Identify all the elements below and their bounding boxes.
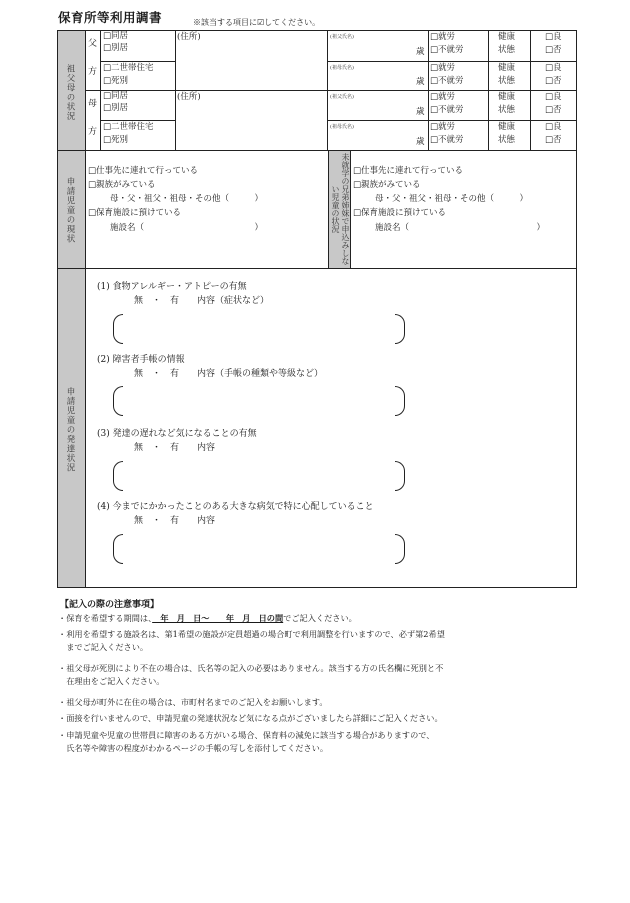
note-5: ・面接を行いませんので、申請児童の発達状況など気になる点がございましたら詳細にご記入ください。 bbox=[58, 713, 443, 723]
dev-q4-bracket-left bbox=[113, 534, 123, 564]
grandparents-label: 祖父母の状況 bbox=[65, 63, 75, 121]
pgm-health-label-1: 健康 bbox=[498, 63, 516, 73]
note-1 bbox=[58, 612, 578, 625]
paternal-opt-cohabit[interactable]: □同居 bbox=[103, 31, 129, 41]
instruction-text: ※該当する項目に☑してください。 bbox=[193, 18, 321, 27]
m-grandfather-name-label: (祖父氏名) bbox=[330, 94, 354, 100]
mgm-nowork[interactable]: □不就労 bbox=[430, 135, 464, 145]
dev-q3-bracket-left bbox=[113, 461, 123, 491]
mgf-health-bad[interactable]: □否 bbox=[545, 105, 562, 115]
cur-facility-name: 施設名（ ） bbox=[110, 223, 264, 233]
sib-relative-choices: 母・父・祖父・祖母・その他（ ） bbox=[375, 194, 529, 204]
maternal-label-1: 母 bbox=[88, 99, 98, 109]
note-4: ・祖父母が町外に在住の場合は、市町村名までのご記入をお願いします。 bbox=[58, 697, 328, 707]
p-grandmother-age-unit: 歳 bbox=[416, 77, 425, 87]
pgm-work[interactable]: □就労 bbox=[430, 63, 456, 73]
pgf-health-bad[interactable]: □否 bbox=[545, 45, 562, 55]
paternal-address-label: (住所) bbox=[177, 32, 201, 42]
form-title: 保育所等利用調書 bbox=[58, 10, 163, 25]
current-label: 申請児童の現状 bbox=[65, 176, 75, 244]
note-2a: ・利用を希望する施設名は、第1希望の施設が定員超過の場合町で利用調整を行いますので、必ず第2希望 bbox=[58, 629, 445, 639]
mgf-health-label-2: 状態 bbox=[498, 105, 516, 115]
note-1-period: 年 月 日〜 年 月 日の間 bbox=[152, 613, 284, 623]
maternal-label-2: 方 bbox=[88, 127, 98, 137]
sib-opt-relative[interactable]: □親族がみている bbox=[353, 180, 421, 190]
pgf-health-label-1: 健康 bbox=[498, 32, 516, 42]
m-grandmother-age-unit: 歳 bbox=[416, 137, 425, 147]
paternal-label-1: 父 bbox=[88, 39, 98, 49]
mgf-work[interactable]: □就労 bbox=[430, 92, 456, 102]
mgm-health-bad[interactable]: □否 bbox=[545, 135, 562, 145]
cur-opt-relative[interactable]: □親族がみている bbox=[88, 180, 156, 190]
paternal-opt-separate[interactable]: □別居 bbox=[103, 43, 129, 53]
sib-opt-facility[interactable]: □保育施設に預けている bbox=[353, 208, 447, 218]
paternal-opt-twohouse[interactable]: □二世帯住宅 bbox=[103, 63, 154, 73]
dev-q1-options[interactable]: 無 ・ 有 内容（症状など） bbox=[134, 296, 270, 306]
pgf-health-label-2: 状態 bbox=[498, 45, 516, 55]
mgf-nowork[interactable]: □不就労 bbox=[430, 105, 464, 115]
note-3a: ・祖父母が死別により不在の場合は、氏名等の記入の必要はありません。該当する方の氏名欄に死別と不 bbox=[58, 663, 444, 673]
dev-q1: (1) 食物アレルギー・アトピーの有無 bbox=[97, 282, 247, 292]
note-6b: 氏名等や障害の程度がわかるページの手帳の写しを添付してください。 bbox=[58, 743, 329, 753]
cur-opt-work[interactable]: □仕事先に連れて行っている bbox=[88, 166, 199, 176]
pgf-work[interactable]: □就労 bbox=[430, 32, 456, 42]
mgm-health-label-2: 状態 bbox=[498, 135, 516, 145]
pgm-nowork[interactable]: □不就労 bbox=[430, 76, 464, 86]
maternal-address-label: (住所) bbox=[177, 92, 201, 102]
pgm-health-bad[interactable]: □否 bbox=[545, 76, 562, 86]
pgm-health-good[interactable]: □良 bbox=[545, 63, 562, 73]
dev-q3-options[interactable]: 無 ・ 有 内容 bbox=[134, 443, 216, 453]
dev-label: 申請児童の発達状況 bbox=[65, 387, 75, 473]
paternal-label-2: 方 bbox=[88, 67, 98, 77]
pgf-health-good[interactable]: □良 bbox=[545, 32, 562, 42]
maternal-opt-separate[interactable]: □別居 bbox=[103, 103, 129, 113]
maternal-opt-twohouse[interactable]: □二世帯住宅 bbox=[103, 122, 154, 132]
mgm-health-label-1: 健康 bbox=[498, 122, 516, 132]
note-1-pre: ・保育を希望する期間は、 bbox=[58, 613, 153, 623]
m-grandmother-name-label: (祖母氏名) bbox=[330, 124, 354, 130]
note-2b: までご記入ください。 bbox=[58, 642, 149, 652]
mgf-health-label-1: 健康 bbox=[498, 92, 516, 102]
note-3b: 在理由をご記入ください。 bbox=[58, 676, 165, 686]
mgm-work[interactable]: □就労 bbox=[430, 122, 456, 132]
dev-q4-options[interactable]: 無 ・ 有 内容 bbox=[134, 516, 216, 526]
notes-title: 【記入の際の注意事項】 bbox=[60, 600, 160, 610]
pgf-nowork[interactable]: □不就労 bbox=[430, 45, 464, 55]
maternal-opt-cohabit[interactable]: □同居 bbox=[103, 91, 129, 101]
sib-opt-work[interactable]: □仕事先に連れて行っている bbox=[353, 166, 464, 176]
sibling-label: 未就学の兄弟姉妹で申込みしない児童の状況 bbox=[331, 153, 350, 265]
p-grandfather-name-label: (祖父氏名) bbox=[330, 34, 354, 40]
cur-relative-choices: 母・父・祖父・祖母・その他（ ） bbox=[110, 194, 264, 204]
dev-q3: (3) 発達の遅れなど気になることの有無 bbox=[97, 429, 257, 439]
mgf-health-good[interactable]: □良 bbox=[545, 92, 562, 102]
maternal-opt-deceased[interactable]: □死別 bbox=[103, 135, 129, 145]
p-grandmother-name-label: (祖母氏名) bbox=[330, 65, 354, 71]
mgm-health-good[interactable]: □良 bbox=[545, 122, 562, 132]
dev-q1-bracket-left bbox=[113, 314, 123, 344]
paternal-opt-deceased[interactable]: □死別 bbox=[103, 76, 129, 86]
p-grandfather-age-unit: 歳 bbox=[416, 47, 425, 57]
dev-q2: (2) 障害者手帳の情報 bbox=[97, 355, 185, 365]
cur-opt-facility[interactable]: □保育施設に預けている bbox=[88, 208, 182, 218]
dev-q2-bracket-left bbox=[113, 386, 123, 416]
dev-q4: (4) 今までにかかったことのある大きな病気で特に心配していること bbox=[97, 502, 374, 512]
m-grandfather-age-unit: 歳 bbox=[416, 107, 425, 117]
note-1-post: でご記入ください。 bbox=[283, 613, 357, 623]
dev-q2-options[interactable]: 無 ・ 有 内容（手帳の種類や等級など） bbox=[134, 369, 324, 379]
sib-facility-name: 施設名（ ） bbox=[375, 223, 546, 233]
pgm-health-label-2: 状態 bbox=[498, 76, 516, 86]
note-6a: ・申請児童や児童の世帯員に障害のある方がいる場合、保育料の減免に該当する場合がありますので、 bbox=[58, 730, 435, 740]
